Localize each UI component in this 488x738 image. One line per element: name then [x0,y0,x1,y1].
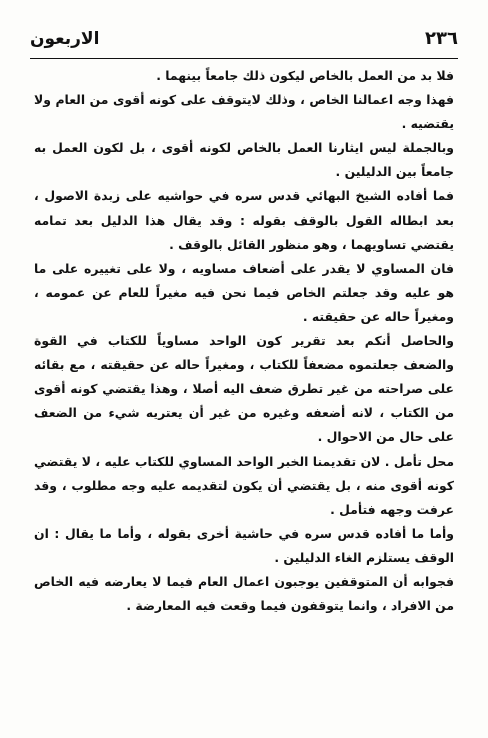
page-header [30,28,458,54]
paragraph: فهذا وجه اعمالنا الخاص ، وذلك لايتوقف على كونه أقوى من العام ولا يقتضيه . [34,92,454,132]
paragraph: محل تأمل . لان تقديمنا الخبر الواحد المساوي للكتاب عليه ، لا يقتضي كونه أقوى منه ، بل يقتضي أن يكون لتقديمه عليه وجه مطلوب ، وقد عرفت وجهه فتأمل . [34,453,454,517]
paragraph: وأما ما أفاده قدس سره في حاشية أخرى بقوله ، وأما ما يقال : ان الوقف يستلزم الغاء الدليلين . [34,525,454,565]
body-text [34,64,454,618]
paragraph: فجوابه أن المتوقفين يوجبون اعمال العام فيما لا يعارضه فيه الخاص من الافراد ، وانما يتوقفون فيما وقعت فيه المعارضة . [34,573,454,614]
page-number: ٢٣٦ [425,28,458,49]
running-title: الاربعون [30,29,100,49]
paragraph: فلا بد من العمل بالخاص ليكون ذلك جامعاً بينهما . [156,68,454,83]
header-rule [30,58,458,59]
paragraph: وبالجملة ليس ايثارنا العمل بالخاص لكونه أقوى ، بل لكون العمل به جامعاً بين الدليلين . [34,140,454,180]
paragraph: والحاصل أنكم بعد تقرير كون الواحد مساوياً للكتاب في القوة والضعف جعلتموه مضعفاً للكتاب ، ومغيراً حاله عن حقيقته ، مع بقائه على صراحته من غير تطرق ضعف اليه أصلا ، وهذا يقتضي كونه أقوى من الكتاب ، لانه أضعفه وغيره من غير أن يعتريه شيء من الضعف على حال من الاحوال . [34,333,454,445]
paragraph: فان المساوي لا يقدر على أضعاف مساويه ، ولا على تغييره على ما هو عليه وقد جعلتم الخاص فيما نحن فيه مغيراً للعام عن عمومه ، ومغيراً حاله عن حقيقته . [34,260,454,324]
paragraph: فما أفاده الشيخ البهائي قدس سره في حواشيه على زبدة الاصول ، بعد ابطاله القول بالوقف بقوله : وقد يقال هذا الدليل بعد تمامه يقتضي تساويهما ، وهو منظور القائل بالوقف . [34,188,454,252]
